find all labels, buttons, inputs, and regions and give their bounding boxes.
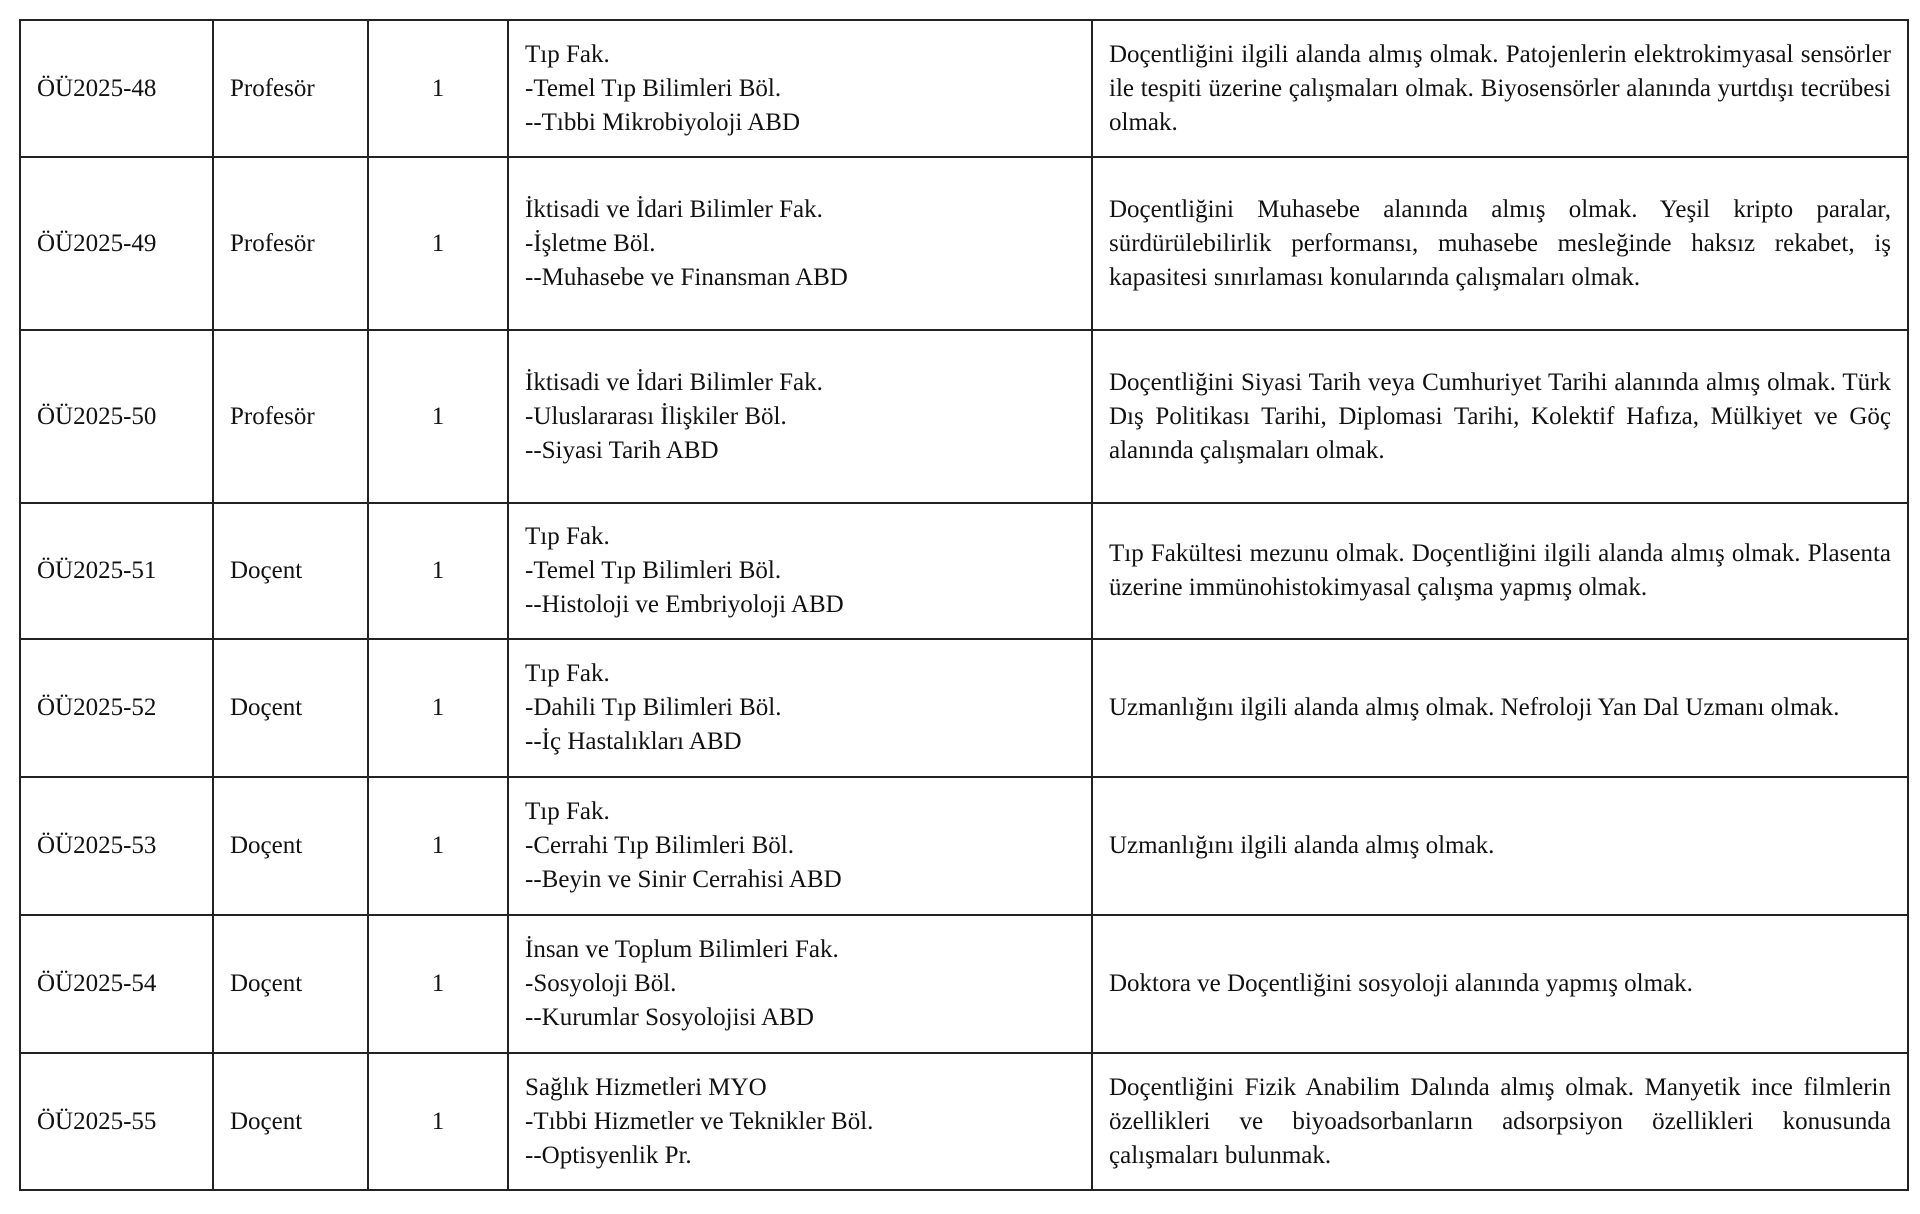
requirements-cell: [1092, 915, 1908, 1053]
academic-title: Doçent: [213, 503, 368, 639]
table-row: [20, 777, 1908, 915]
unit-faculty: Tıp Fak.: [525, 798, 610, 825]
requirements-text: Doçentliğini ilgili alanda almış olmak. Patojenlerin elektrokimyasal sensörler ile tespiti üzerine çalışmaları olmak. Biyosensörler alanında yurtdışı tecrübesi olmak.: [1109, 40, 1891, 136]
academic-title: Profesör: [213, 330, 368, 503]
table-row: [20, 20, 1908, 157]
academic-title: Profesör: [213, 20, 368, 157]
position-count: 1: [368, 330, 508, 503]
position-code: ÖÜ2025-49: [20, 157, 213, 330]
table-row: [20, 330, 1908, 503]
table-row: [20, 639, 1908, 777]
unit-faculty: Tıp Fak.: [525, 40, 610, 68]
table-row: [20, 157, 1908, 330]
academic-unit: [508, 915, 1092, 1053]
requirements-cell: [1092, 639, 1908, 777]
position-count: 1: [368, 777, 508, 915]
academic-title: Doçent: [213, 915, 368, 1053]
requirements-text: Doktora ve Doçentliğini sosyoloji alanında yapmış olmak.: [1109, 970, 1693, 997]
unit-faculty: İnsan ve Toplum Bilimleri Fak.: [525, 936, 839, 963]
unit-division: --Beyin ve Sinir Cerrahisi ABD: [525, 866, 842, 893]
unit-faculty: Tıp Fak.: [525, 523, 610, 550]
unit-faculty: İktisadi ve İdari Bilimler Fak.: [525, 368, 823, 396]
unit-department: -Tıbbi Hizmetler ve Teknikler Böl.: [525, 1107, 874, 1135]
position-code: ÖÜ2025-48: [20, 20, 213, 157]
unit-division: --Histoloji ve Embriyoloji ABD: [525, 591, 844, 618]
academic-title: Doçent: [213, 639, 368, 777]
position-code: ÖÜ2025-54: [20, 915, 213, 1053]
requirements-text: Uzmanlığını ilgili alanda almış olmak. Nefroloji Yan Dal Uzmanı olmak.: [1109, 694, 1840, 721]
requirements-text: Doçentliğini Siyasi Tarih veya Cumhuriyet Tarihi alanında almış olmak. Türk Dış Politikası Tarihi, Diplomasi Tarihi, Kolektif Hafıza, Mülkiyet ve Göç alanında çalışmaları olmak.: [1109, 368, 1891, 464]
position-count: 1: [368, 1053, 508, 1190]
requirements-text: Tıp Fakültesi mezunu olmak. Doçentliğini ilgili alanda almış olmak. Plasenta üzerine immünohistokimyasal çalışma yapmış olmak.: [1109, 540, 1891, 601]
table-row: [20, 1053, 1908, 1190]
requirements-text: Doçentliğini Fizik Anabilim Dalında almış olmak. Manyetik ince filmlerin özellikleri ve biyoadsorbanların adsorpsiyon özellikleri konusunda çalışmaları bulunmak.: [1109, 1073, 1891, 1169]
unit-division: --İç Hastalıkları ABD: [525, 728, 742, 755]
position-code: ÖÜ2025-53: [20, 777, 213, 915]
unit-department: -Temel Tıp Bilimleri Böl.: [525, 557, 782, 584]
requirements-text: Doçentliğini Muhasebe alanında almış olmak. Yeşil kripto paralar, sürdürülebilirlik performansı, muhasebe mesleğinde haksız rekabet, iş kapasitesi sınırlaması konularında çalışmaları olmak.: [1109, 195, 1891, 291]
unit-department: -İşletme Böl.: [525, 229, 656, 257]
unit-department: -Cerrahi Tıp Bilimleri Böl.: [525, 832, 794, 859]
academic-unit: [508, 639, 1092, 777]
position-code: ÖÜ2025-55: [20, 1053, 213, 1190]
unit-division: --Siyasi Tarih ABD: [525, 436, 719, 464]
unit-faculty: Sağlık Hizmetleri MYO: [525, 1073, 767, 1101]
academic-unit: [508, 20, 1092, 157]
academic-unit: [508, 1053, 1092, 1190]
unit-department: -Sosyoloji Böl.: [525, 970, 677, 997]
unit-faculty: Tıp Fak.: [525, 660, 610, 687]
academic-unit: [508, 157, 1092, 330]
unit-department: -Dahili Tıp Bilimleri Böl.: [525, 694, 782, 721]
unit-division: --Muhasebe ve Finansman ABD: [525, 263, 848, 291]
unit-division: --Optisyenlik Pr.: [525, 1141, 692, 1169]
position-count: 1: [368, 157, 508, 330]
academic-title: Doçent: [213, 777, 368, 915]
academic-unit: [508, 503, 1092, 639]
position-count: 1: [368, 915, 508, 1053]
unit-division: --Tıbbi Mikrobiyoloji ABD: [525, 108, 800, 136]
academic-title: Profesör: [213, 157, 368, 330]
requirements-cell: [1092, 20, 1908, 157]
requirements-cell: [1092, 777, 1908, 915]
position-count: 1: [368, 503, 508, 639]
unit-faculty: İktisadi ve İdari Bilimler Fak.: [525, 195, 823, 223]
requirements-cell: [1092, 330, 1908, 503]
position-code: ÖÜ2025-52: [20, 639, 213, 777]
requirements-cell: [1092, 1053, 1908, 1190]
unit-department: -Uluslararası İlişkiler Böl.: [525, 402, 787, 430]
unit-department: -Temel Tıp Bilimleri Böl.: [525, 74, 782, 102]
position-listing-table: [19, 19, 1909, 1191]
academic-unit: [508, 777, 1092, 915]
position-count: 1: [368, 20, 508, 157]
table-row: [20, 503, 1908, 639]
position-count: 1: [368, 639, 508, 777]
academic-title: Doçent: [213, 1053, 368, 1190]
academic-unit: [508, 330, 1092, 503]
requirements-cell: [1092, 157, 1908, 330]
unit-division: --Kurumlar Sosyolojisi ABD: [525, 1004, 814, 1031]
position-code: ÖÜ2025-51: [20, 503, 213, 639]
table-row: [20, 915, 1908, 1053]
position-code: ÖÜ2025-50: [20, 330, 213, 503]
requirements-cell: [1092, 503, 1908, 639]
requirements-text: Uzmanlığını ilgili alanda almış olmak.: [1109, 832, 1495, 859]
